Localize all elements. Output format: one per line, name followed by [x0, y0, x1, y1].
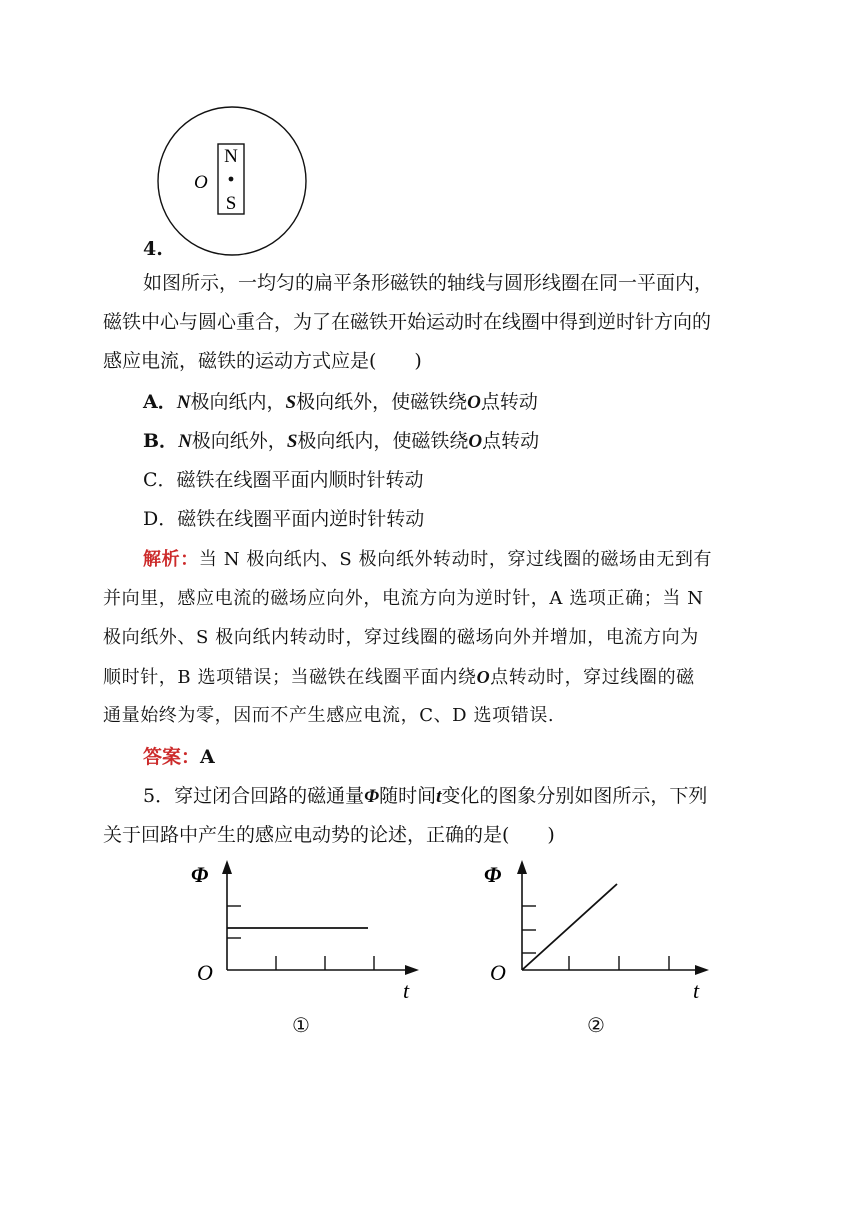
graph-1-y-arrow: [222, 860, 232, 874]
q5-stem-1a: 5．穿过闭合回路的磁通量: [143, 785, 365, 807]
magnet-center-dot: [229, 177, 234, 182]
option-b-prefix: B．: [143, 430, 179, 452]
q4-option-d: D．磁铁在线圈平面内逆时针转动: [143, 508, 425, 530]
graph-2-origin: O: [490, 960, 506, 985]
q5-stem-line-2: 关于回路中产生的感应电动势的论述，正确的是( ): [103, 824, 555, 846]
option-a-mid: 极向纸内，: [190, 391, 286, 413]
option-b-mid2: 极向纸内，使磁铁绕: [297, 430, 469, 452]
graph-2-x-label: t: [693, 978, 700, 1003]
analysis-line-4: [103, 665, 695, 690]
q4-stem-line-2: 磁铁中心与圆心重合，为了在磁铁开始运动时在线圈中得到逆时针方向的: [103, 311, 712, 333]
q5-stem-line-1: [143, 784, 707, 809]
q5-stem-1b: 随时间: [379, 785, 437, 807]
option-a-n: N: [176, 392, 191, 413]
analysis-text-4a: 顺时针，B 选项错误；当磁铁在线圈平面内绕: [103, 667, 477, 688]
option-b-n: N: [178, 431, 192, 452]
analysis-line-5: 通量始终为零，因而不产生感应电流，C、D 选项错误.: [103, 705, 555, 726]
option-b-end: 点转动: [482, 430, 540, 452]
graph-2-y-label: Φ: [484, 862, 502, 887]
graph-1-x-label: t: [403, 978, 410, 1003]
analysis-line-1: [143, 548, 712, 572]
q4-stem-line-3: 感应电流，磁铁的运动方式应是( ): [103, 350, 422, 372]
analysis-line-3: 极向纸外、S 极向纸内转动时，穿过线圈的磁场向外并增加，电流方向为: [103, 627, 699, 648]
answer-line: [143, 745, 215, 769]
analysis-o: O: [476, 667, 491, 687]
option-a-s: S: [285, 392, 297, 413]
q4-option-b: [143, 429, 539, 454]
graph-2-y-arrow: [517, 860, 527, 874]
graph-1-caption: ①: [292, 1013, 310, 1037]
option-b-o: O: [468, 431, 483, 452]
analysis-text-4b: 点转动时，穿过线圈的磁: [490, 667, 695, 688]
q5-t: t: [436, 786, 442, 807]
answer-value: A: [200, 746, 215, 768]
option-a-prefix: A．: [143, 391, 177, 413]
option-b-s: S: [286, 431, 298, 452]
analysis-line-2: 并向里，感应电流的磁场应向外，电流方向为逆时针，A 选项正确；当 N: [103, 588, 704, 609]
q5-phi: Φ: [364, 786, 380, 807]
graph-1-origin: O: [197, 960, 213, 985]
analysis-label: 解析：: [143, 549, 199, 570]
center-o-label: O: [194, 172, 208, 193]
option-b-mid: 极向纸外，: [191, 430, 287, 452]
graph-2: [480, 856, 730, 1006]
q4-option-c: C．磁铁在线圈平面内顺时针转动: [143, 469, 424, 491]
pole-n-label: N: [224, 146, 238, 167]
graph-1-x-arrow: [405, 965, 419, 975]
graph-2-x-arrow: [695, 965, 709, 975]
pole-s-label: S: [225, 193, 237, 214]
q5-stem-1c: 变化的图象分别如图所示，下列: [441, 785, 708, 807]
graph-1-y-label: Φ: [191, 862, 209, 887]
option-a-o: O: [467, 392, 481, 413]
coil-magnet-figure: [150, 96, 315, 256]
q4-option-a: [143, 390, 538, 415]
option-a-end: 点转动: [480, 391, 538, 413]
graph-1: [185, 856, 435, 1006]
analysis-text-1: 当 N 极向纸内、S 极向纸外转动时，穿过线圈的磁场由无到有: [198, 549, 713, 570]
graph-2-caption: ②: [587, 1013, 605, 1037]
q4-stem-line-1: 如图所示，一均匀的扁平条形磁铁的轴线与圆形线圈在同一平面内，: [143, 272, 714, 294]
option-a-mid2: 极向纸外，使磁铁绕: [296, 391, 468, 413]
question-4-number: 4.: [143, 238, 163, 260]
answer-label: 答案：: [143, 746, 201, 768]
